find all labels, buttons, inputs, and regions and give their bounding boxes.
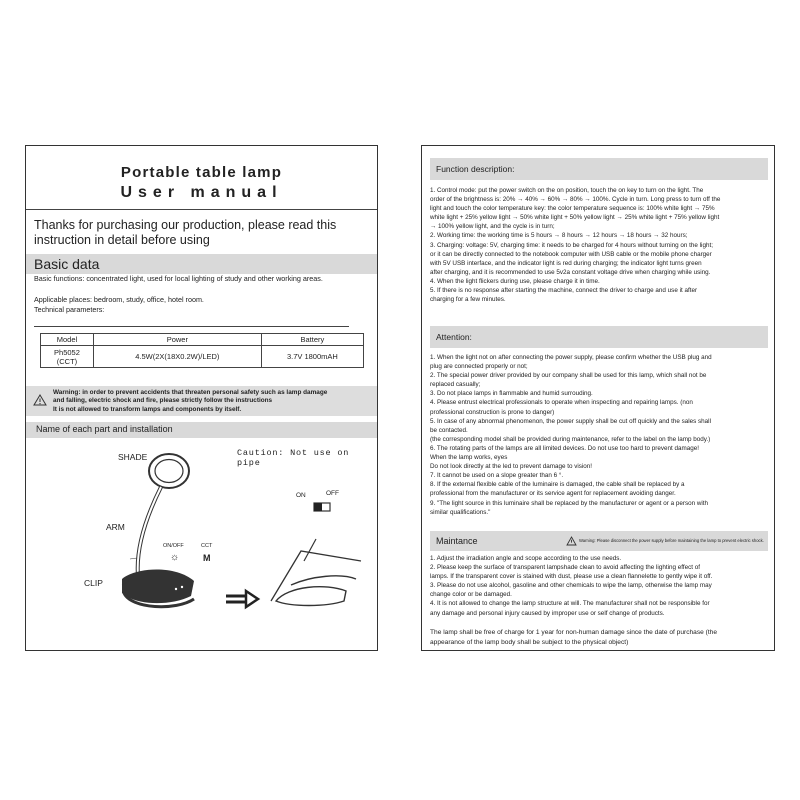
onoff-label: ON/OFF [163,543,184,549]
sun-icon: ☼ [170,552,180,563]
attention-bar [430,326,768,348]
table-header: Power [93,334,261,346]
text-line: 5. If there is no response after starting the machine, connect the driver to charge and use it after [430,287,698,295]
cct-letter: M [203,553,211,563]
text-line: 4. Please entrust electrical professionals to operate when inspecting and repairing lamps. (non [430,399,693,407]
function-bar [430,158,768,180]
text-line: 8. If the external flexible cable of the luminaire is damaged, the cable shall be replaced by a [430,481,685,489]
intro-text: Thanks for purchasing our production, please read this instruction in detail before using [34,218,337,247]
text-line: 1. When the light not on after connecting the power supply, please confirm whether the USB plug and [430,354,712,361]
basic-data-heading: Basic data [34,256,100,272]
text-line: 3. Charging: voltage: 5V, charging time: it needs to be charged for 4 hours without turning on the light; [430,241,713,249]
maintance-warning: Warning: Please disconnect the power supply before maintaining the lamp to prevent electric shock. [579,538,764,543]
text-line: change color or be damaged. [430,591,512,599]
divider [34,326,349,327]
text-line: 7. It cannot be used on a slope greater than 6 °. [430,472,564,480]
maintance-heading: Maintance [436,536,478,546]
text-line: any damage and personal injury caused by improper use or self change of products. [430,609,665,617]
warning-box [26,386,377,416]
text-line: professional construction is prone to danger) [430,408,555,416]
text-line: 2. Please keep the surface of transparent lampshade clean to avoid affecting the lighting effect of [430,564,701,572]
basic-functions: Basic functions: concentrated light, used for local lighting of study and other working areas. [34,274,323,283]
warning-icon [566,536,577,546]
text-line: 5. In case of any abnormal phenomenon, the power supply shall be cut off quickly and the sales shall [430,417,711,425]
text-line: plug are connected properly or not; [430,363,528,371]
warning-line: and falling, electric shock and fire, please strictly follow the instructions [53,397,273,405]
table-header: Battery [261,334,363,346]
text-line: order of the brightness is: 20% → 40% → 60% → 80% → 100%. Cycle in turn. Long press to turn off the [430,196,721,204]
text-line: after charging, and it is recommended to use 5v2a constant voltage drive when charging while using. [430,268,711,276]
text-line: professional from the manufacturer or its service agent for replacement avoiding danger. [430,490,676,498]
text-line: (the corresponding model shall be provided during maintenance, refer to the label on the lamp body.) [430,435,711,443]
text-line: appearance of the lamp body shall be subject to the physical object) [430,639,629,646]
text-line: replaced casually; [430,381,481,389]
table-header: Model [41,334,94,346]
divider [26,209,377,210]
arrow-right-icon [226,591,258,607]
text-line: The lamp shall be free of charge for 1 year for non-human damage since the date of purchase (the [430,629,717,636]
table-cell-model [41,346,94,368]
parts-bar [26,422,377,438]
basic-data-bar [26,254,377,274]
function-heading: Function description: [436,164,515,174]
text-line: or it can be directly connected to the notebook computer with USB cable or the mobile phone charger [430,250,712,258]
text-line: similar qualifications." [430,508,491,516]
text-line: light and touch the color temperature key: the color temperature sequence is: 100% white light → 75% [430,205,715,213]
technical-parameters: Technical parameters: [34,305,105,314]
attention-text [430,353,770,517]
clip-label: CLIP [84,578,103,588]
text-line: with 5V USB interface, and the indicator light is red during charging; the indicator light turns green [430,259,702,267]
maintance-text [430,554,770,618]
off-label: OFF [326,490,339,497]
page-title: Portable table lamp [120,164,283,181]
text-line: 1. Adjust the irradiation angle and scope according to the use needs. [430,555,622,562]
manual-page-2 [421,145,775,651]
text-line: charging for a few minutes. [430,296,506,304]
warning-line: It is not allowed to transform lamps and components by itself. [53,405,242,413]
caution-label: Caution: Not use on pipe [237,448,350,468]
text-line: 2. The special power driver provided by our company shall be used for this lamp, which shall not be [430,372,707,380]
maintance-bar [430,531,768,551]
text-line: → 100% yellow light, and the cycle is in turn; [430,223,555,231]
parts-heading: Name of each part and installation [36,424,173,434]
text-line: 4. When the light flickers during use, please charge it in time. [430,277,600,285]
function-text [430,186,770,304]
text-line: When the lamp works, eyes [430,454,508,462]
text-line: 2. Working time: the working time is 5 hours → 8 hours → 12 hours → 18 hours → 32 hours; [430,232,688,240]
text-line: Do not look directly at the led to prevent damage to vision! [430,463,593,471]
text-line: 3. Please do not use alcohol, gasoline and other chemicals to wipe the lamp, otherwise the lamp may [430,582,712,590]
arm-label: ARM [106,522,125,532]
text-line: lamps. If the transparent cover is stained with dust, please use a clean flannelette to gently wipe it off. [430,573,713,581]
warranty-text [430,628,770,648]
spec-table [40,333,364,368]
attention-heading: Attention: [436,332,472,342]
manual-page-1 [25,145,378,651]
applicable-places: Applicable places: bedroom, study, office, hotel room. [34,295,204,304]
table-cell-battery: 3.7V 1800mAH [261,346,363,368]
page-subtitle: User manual [120,184,283,201]
cct-label: CCT [201,543,213,549]
shade-label: SHADE [118,452,148,462]
table-cell-power: 4.5W(2X(18X0.2W)/LED) [93,346,261,368]
text-line: 1. Control mode: put the power switch on the on position, touch the on key to turn on the light. The [430,187,704,194]
text-line: 3. Do not place lamps in flammable and humid surrouding. [430,390,593,398]
warning-text [53,389,327,414]
on-label: ON [296,492,306,499]
model-sub: (CCT) [56,356,78,366]
text-line: 6. The rotating parts of the lamps are all limited devices. Do not use too hard to prevent damage! [430,444,700,452]
model-value: Ph5052 [54,347,80,357]
text-line: white light + 25% yellow light → 50% white light + 50% yellow light → 25% white light + 75% yellow light [430,214,720,222]
text-line: be contacted. [430,426,468,434]
warning-line: Warning: in order to prevent accidents that threaten personal safety such as lamp damage [53,389,328,396]
text-line: 9. "The light source in this luminaire shall be replaced by the manufacturer or agent or a person with [430,499,709,507]
warning-icon [33,394,47,406]
text-line: 4. It is not allowed to change the lamp structure at will. The manufacturer shall not be responsible for [430,600,710,608]
